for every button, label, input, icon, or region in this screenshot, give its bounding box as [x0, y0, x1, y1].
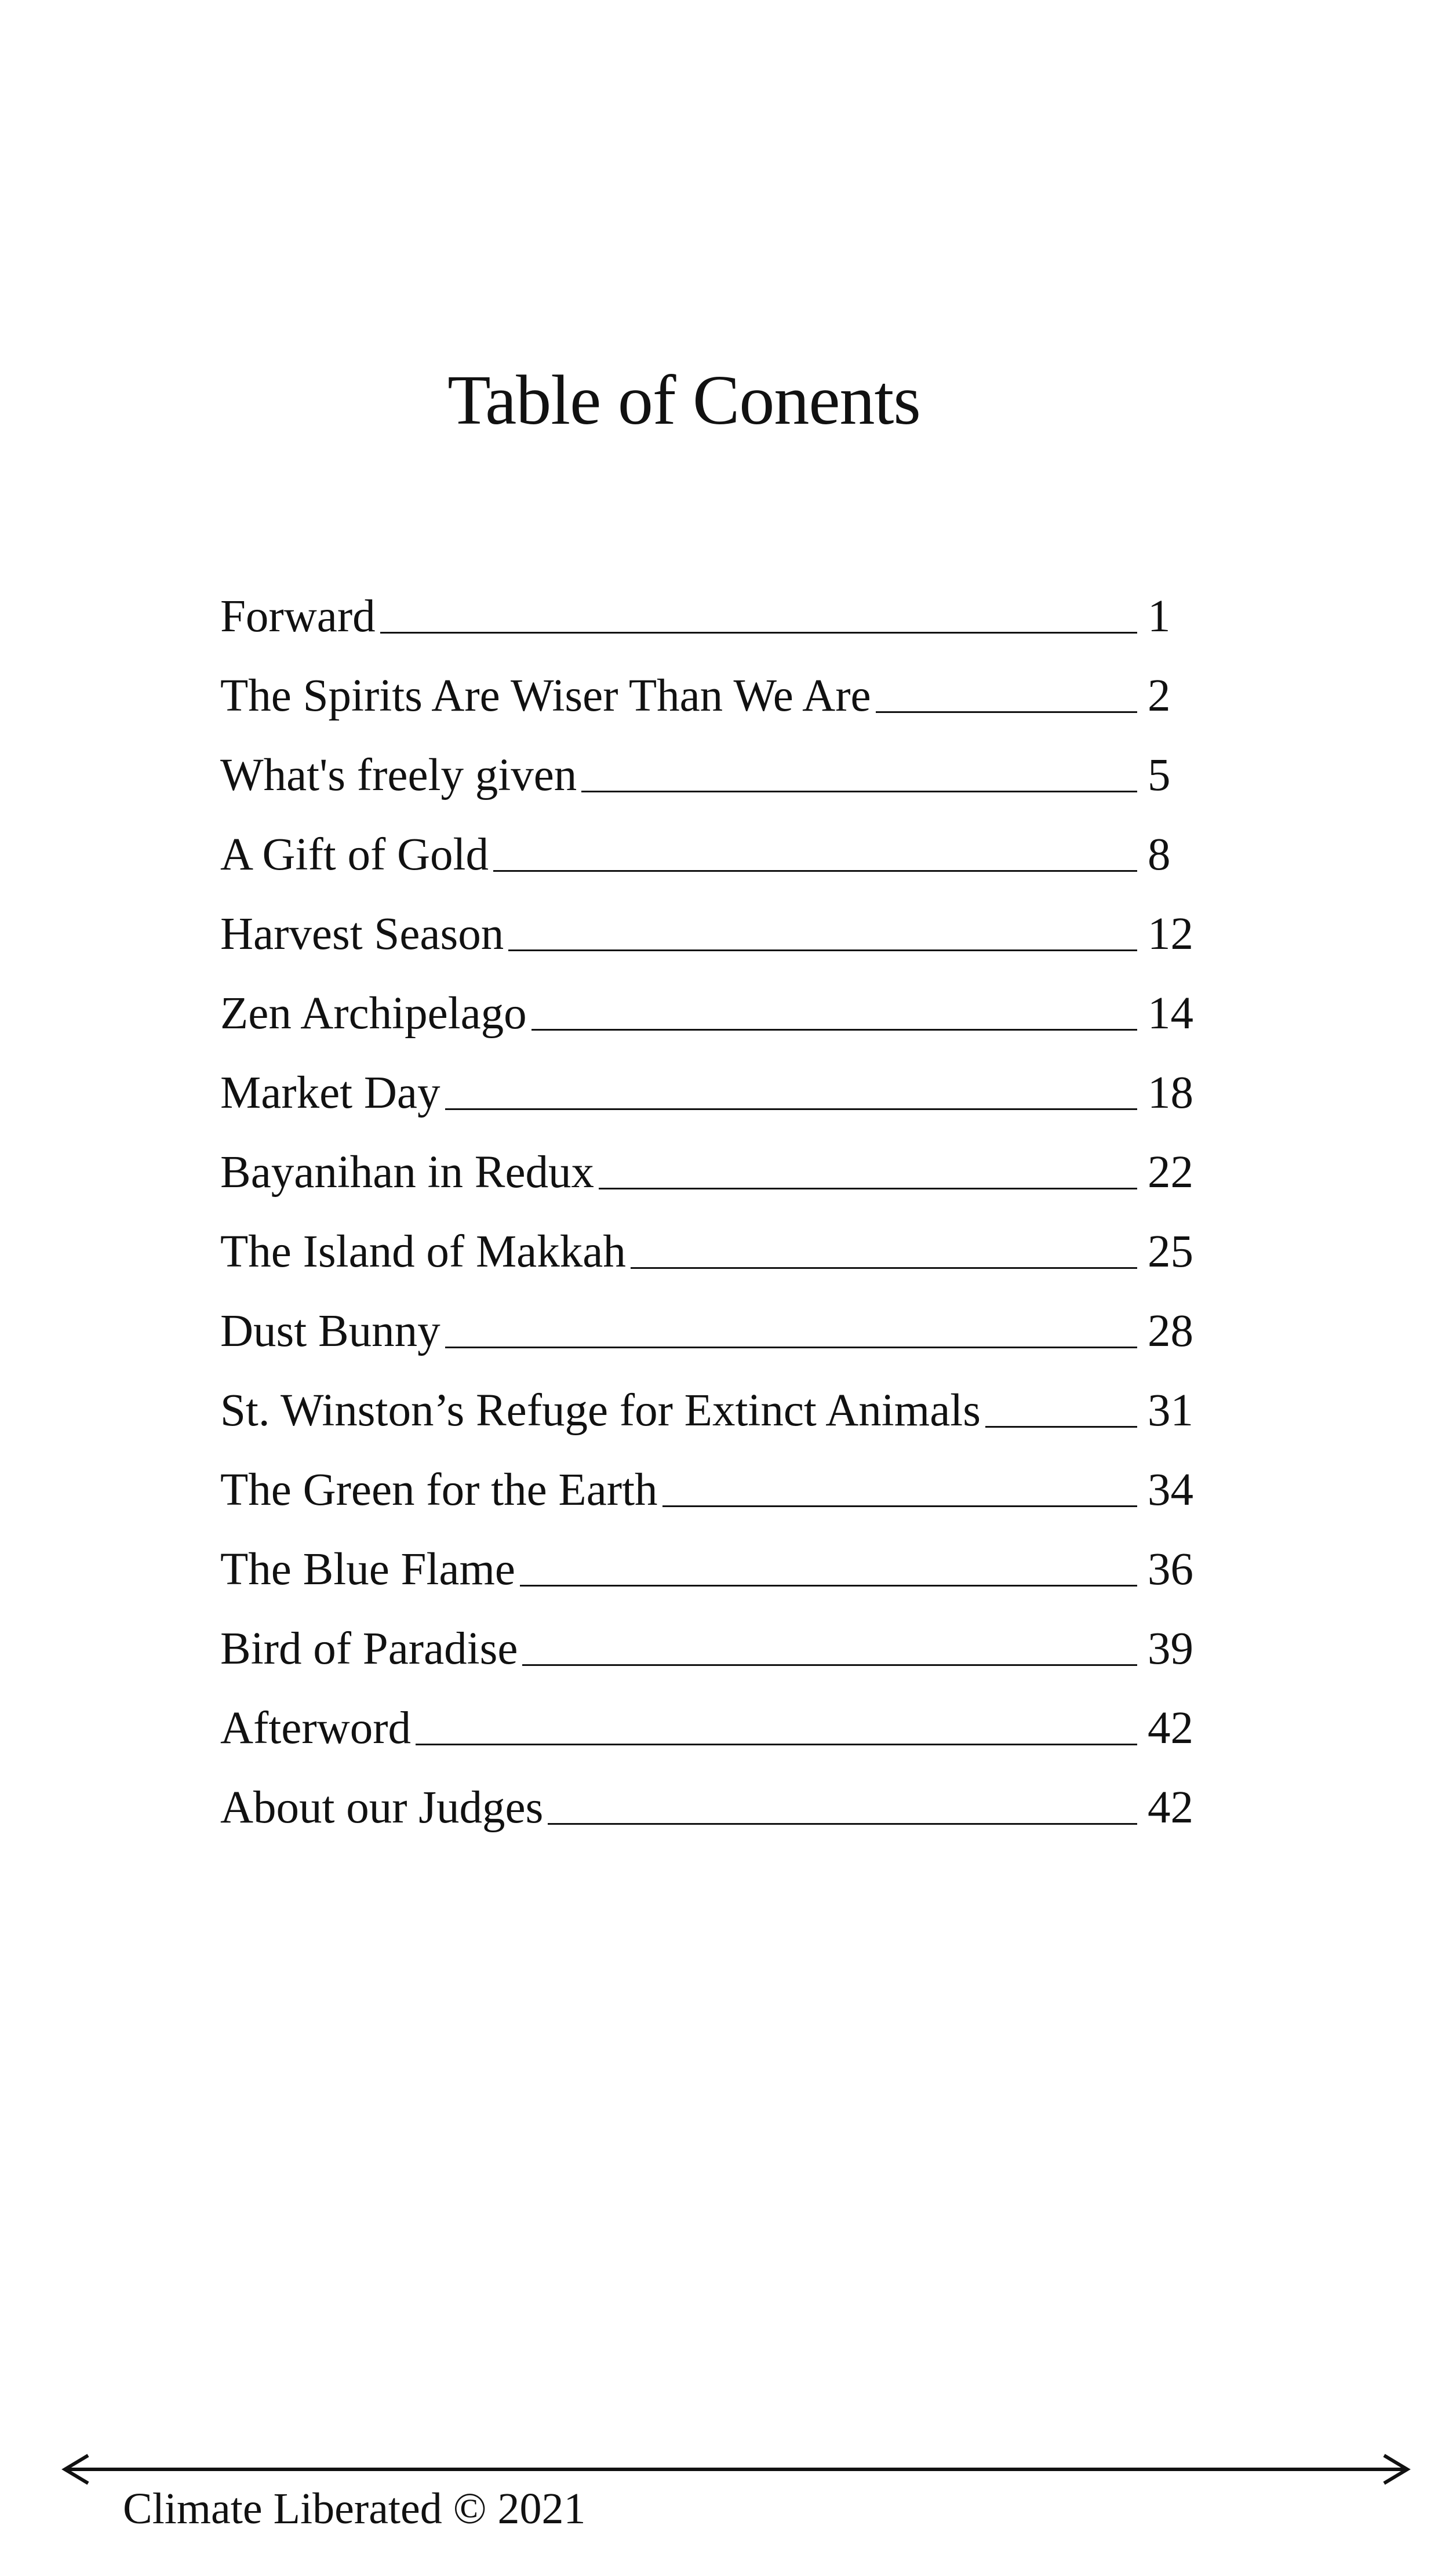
leader-line: [876, 711, 1137, 713]
toc-entry-page: 25: [1148, 1227, 1193, 1277]
leader-line: [581, 790, 1137, 792]
leader-line: [548, 1822, 1137, 1825]
toc-entry-title: Afterword: [220, 1703, 412, 1753]
toc-entry-page: 2: [1148, 671, 1171, 721]
leader-line: [416, 1743, 1137, 1745]
leader-line: [508, 949, 1137, 951]
toc-entry-page: 42: [1148, 1782, 1193, 1833]
footer-copyright: Climate Liberated © 2021: [123, 2484, 586, 2533]
toc-entry-title: Dust Bunny: [220, 1306, 440, 1356]
toc-entry-page: 39: [1148, 1624, 1193, 1674]
toc-entry-page: 31: [1148, 1385, 1193, 1436]
leader-line: [380, 631, 1137, 634]
toc-entry-title: Harvest Season: [220, 909, 504, 959]
toc-entry-page: 42: [1148, 1703, 1193, 1753]
toc-entry-title: The Blue Flame: [220, 1544, 515, 1595]
toc-entry-page: 22: [1148, 1147, 1193, 1198]
toc-entry[interactable]: [220, 1356, 1206, 1436]
toc-entry[interactable]: [220, 1674, 1206, 1753]
toc-entry-title: Bird of Paradise: [220, 1624, 518, 1674]
toc-entry[interactable]: [220, 1436, 1206, 1515]
toc-entry-page: 18: [1148, 1068, 1193, 1118]
toc-entry-title: About our Judges: [220, 1782, 544, 1833]
toc-entry-page: 8: [1148, 829, 1171, 880]
toc-entry-title: What's freely given: [220, 750, 577, 801]
leader-line: [445, 1108, 1138, 1110]
toc-entry[interactable]: [220, 562, 1206, 642]
toc-entry-title: Zen Archipelago: [220, 988, 527, 1039]
leader-line: [531, 1028, 1137, 1031]
toc-entry-title: St. Winston’s Refuge for Extinct Animals: [220, 1385, 981, 1436]
leader-line: [599, 1187, 1137, 1189]
toc-entry-page: 28: [1148, 1306, 1193, 1356]
toc-entry-title: The Island of Makkah: [220, 1227, 626, 1277]
toc-entry[interactable]: [220, 1198, 1206, 1277]
leader-line: [493, 869, 1137, 872]
leader-line: [522, 1664, 1137, 1666]
toc-entry-page: 14: [1148, 988, 1193, 1039]
toc-entry[interactable]: [220, 1515, 1206, 1595]
toc-entry-title: A Gift of Gold: [220, 829, 489, 880]
leader-line: [631, 1267, 1137, 1269]
leader-line: [985, 1425, 1137, 1428]
toc-entry-page: 34: [1148, 1465, 1193, 1515]
toc-entry-title: Bayanihan in Redux: [220, 1147, 595, 1198]
toc-entry-title: The Spirits Are Wiser Than We Are: [220, 671, 871, 721]
toc-entry[interactable]: [220, 1753, 1206, 1833]
toc-entry[interactable]: [220, 721, 1206, 801]
toc-entry-title: The Green for the Earth: [220, 1465, 658, 1515]
leader-line: [662, 1505, 1137, 1507]
toc-entry[interactable]: [220, 1277, 1206, 1356]
toc-entry[interactable]: [220, 642, 1206, 721]
page-title: Table of Conents: [447, 361, 920, 439]
toc-entry-page: 36: [1148, 1544, 1193, 1595]
toc-entry-page: 1: [1148, 591, 1171, 642]
toc-entry[interactable]: [220, 880, 1206, 959]
leader-line: [445, 1346, 1137, 1348]
leader-line: [520, 1584, 1137, 1587]
table-of-contents: [220, 562, 1206, 1833]
toc-entry-title: Forward: [220, 591, 376, 642]
toc-entry[interactable]: [220, 1039, 1206, 1118]
footer-double-arrow-rule: [58, 2452, 1414, 2487]
toc-entry-page: 12: [1148, 909, 1193, 959]
toc-entry[interactable]: [220, 1595, 1206, 1674]
toc-entry[interactable]: [220, 1118, 1206, 1198]
toc-entry[interactable]: [220, 801, 1206, 880]
toc-entry-page: 5: [1148, 750, 1171, 801]
toc-entry-title: Market Day: [220, 1068, 440, 1118]
toc-entry[interactable]: [220, 959, 1206, 1039]
